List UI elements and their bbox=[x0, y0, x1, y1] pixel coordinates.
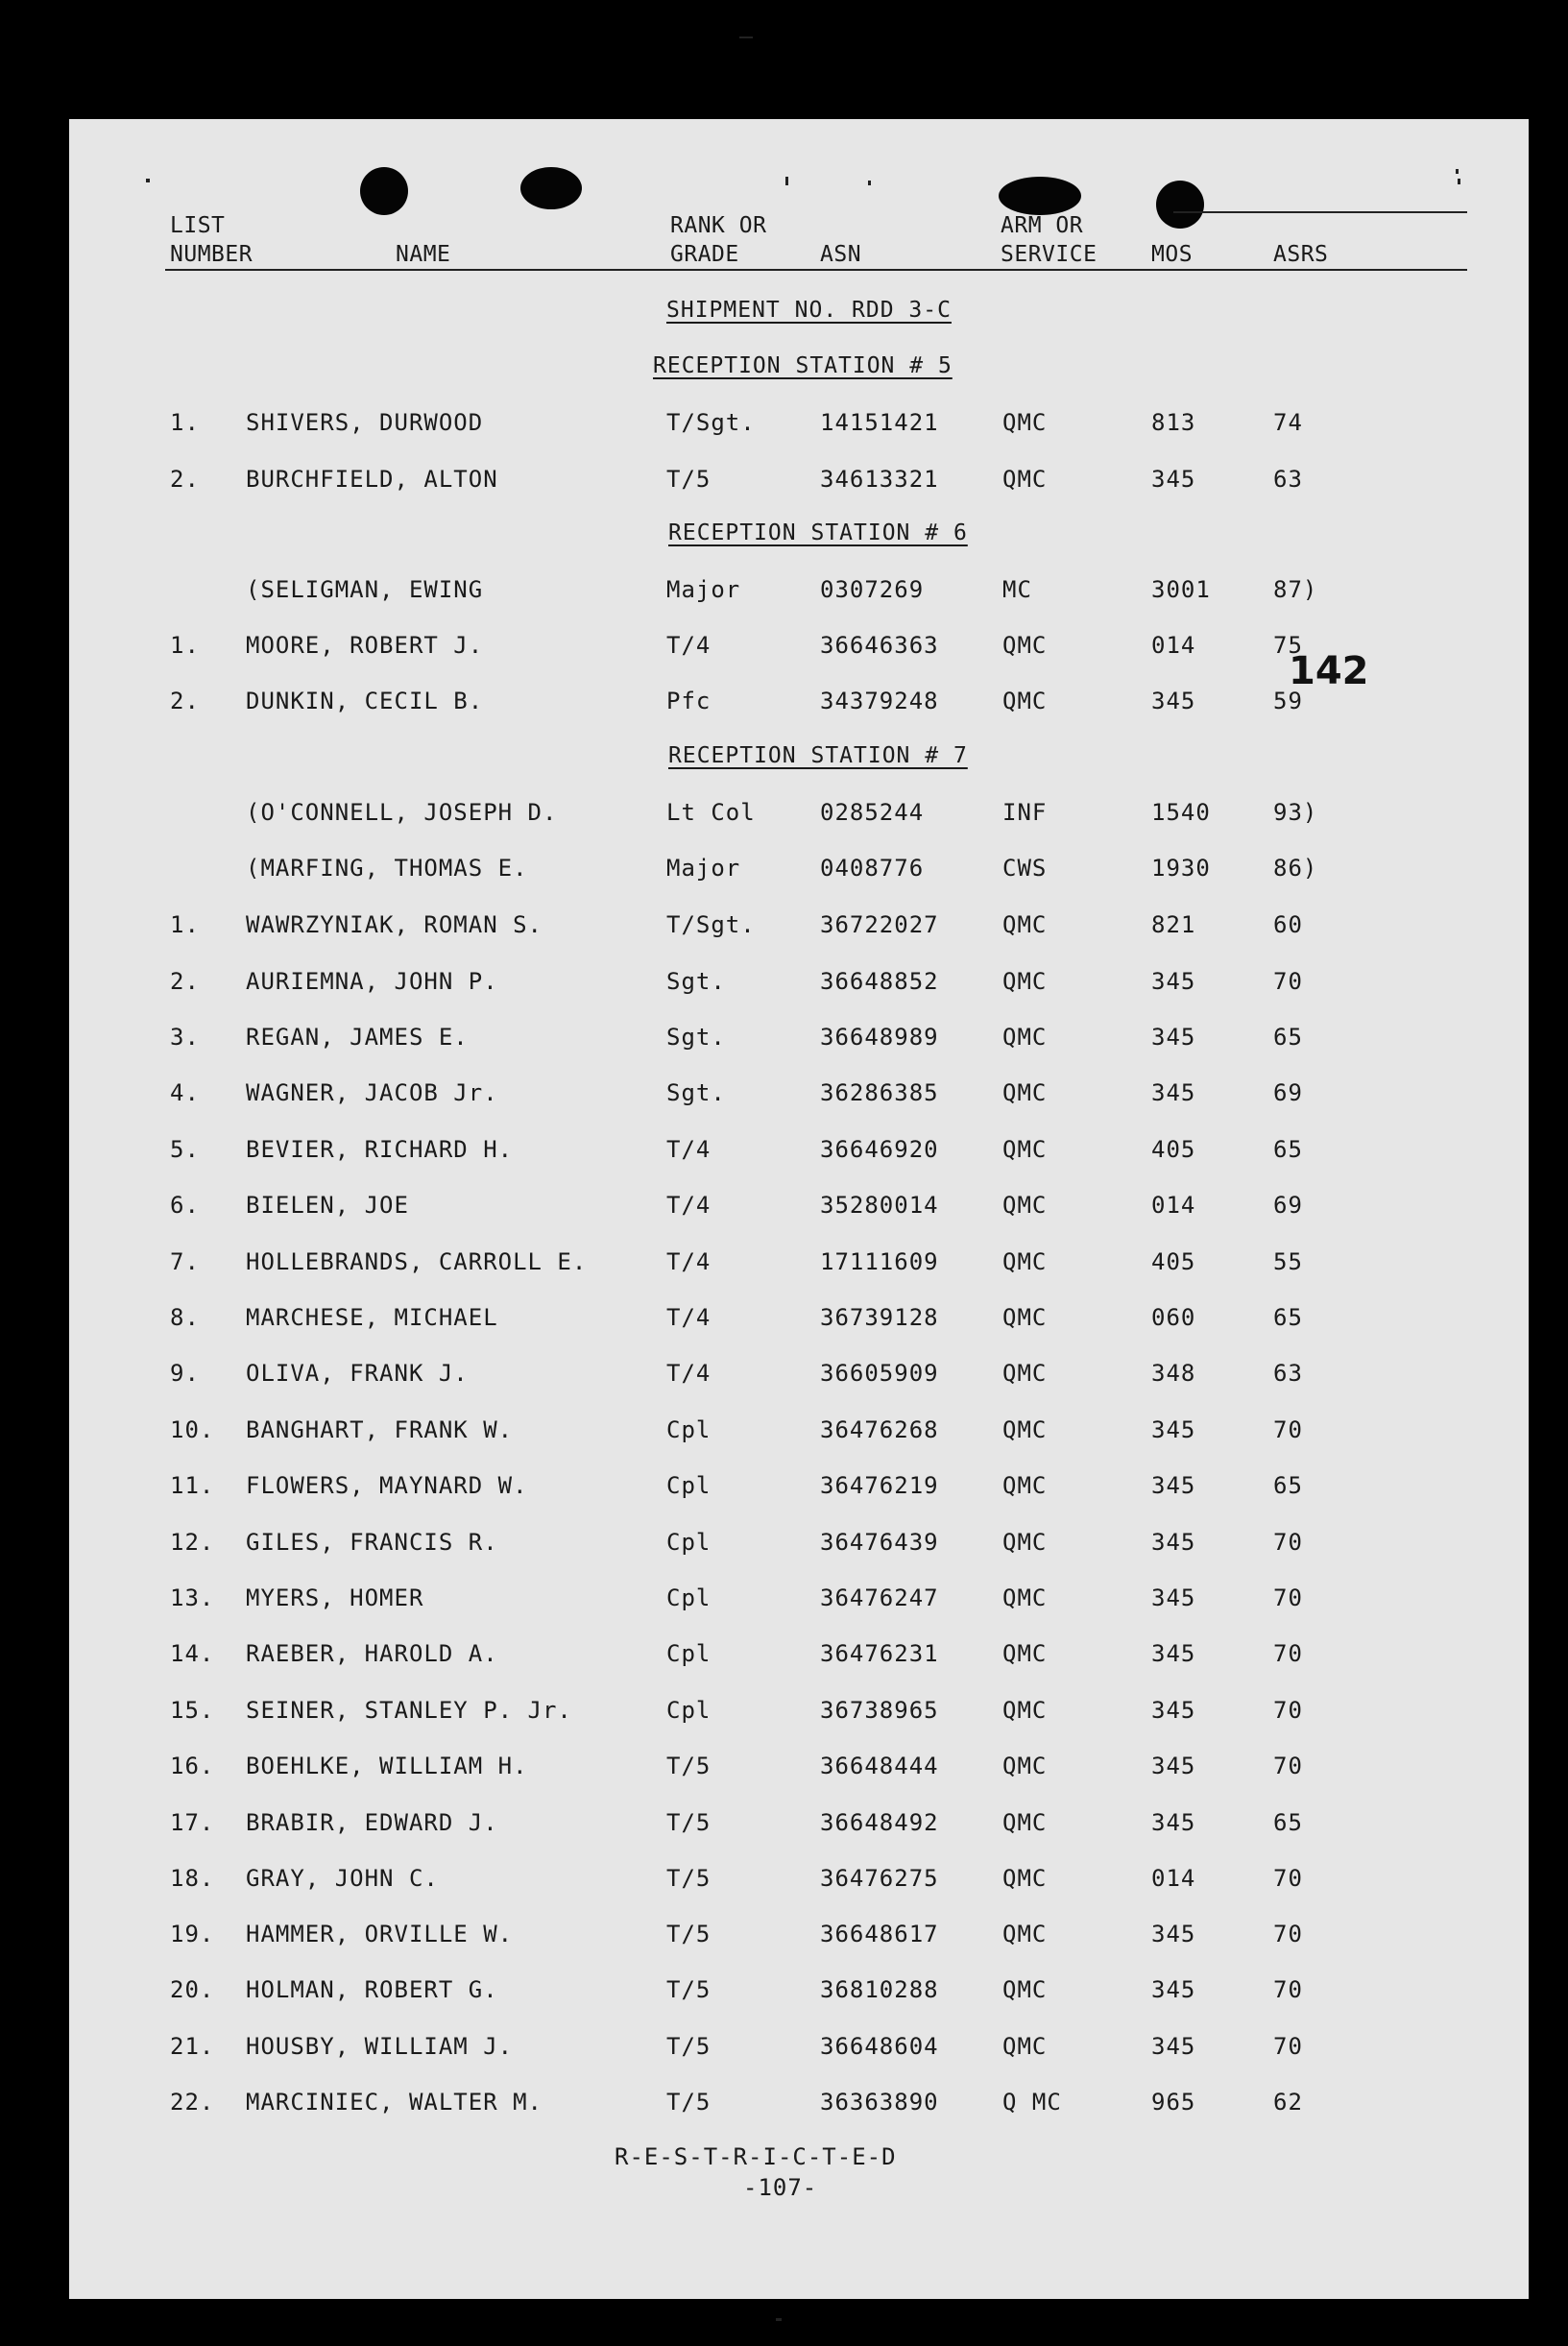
edge-mark bbox=[776, 2318, 782, 2321]
mos: 965 bbox=[1151, 2089, 1196, 2116]
asrs: 65 bbox=[1273, 1809, 1303, 1836]
person-name: BRABIR, EDWARD J. bbox=[246, 1809, 498, 1836]
asn: 36646363 bbox=[820, 632, 939, 659]
arm-service: QMC bbox=[1002, 1360, 1048, 1387]
asrs: 87) bbox=[1273, 576, 1318, 603]
rank: Pfc bbox=[666, 688, 712, 714]
mos: 3001 bbox=[1151, 576, 1211, 603]
rank: Sgt. bbox=[666, 1024, 726, 1051]
asrs: 70 bbox=[1273, 1529, 1303, 1556]
mos: 821 bbox=[1151, 911, 1196, 938]
arm-service: INF bbox=[1002, 799, 1048, 826]
asrs: 69 bbox=[1273, 1192, 1303, 1219]
arm-service: QMC bbox=[1002, 466, 1048, 493]
mos: 345 bbox=[1151, 1640, 1196, 1667]
asrs: 86) bbox=[1273, 855, 1318, 882]
asn: 36738965 bbox=[820, 1697, 939, 1724]
rank: T/4 bbox=[666, 1304, 712, 1331]
asn: 0285244 bbox=[820, 799, 925, 826]
arm-service: QMC bbox=[1002, 1472, 1048, 1499]
rank: T/4 bbox=[666, 1192, 712, 1219]
mos: 813 bbox=[1151, 409, 1196, 436]
asrs: 70 bbox=[1273, 1753, 1303, 1779]
asn: 36648604 bbox=[820, 2033, 939, 2060]
person-name: HAMMER, ORVILLE W. bbox=[246, 1921, 514, 1947]
rank: Cpl bbox=[666, 1584, 712, 1611]
mos: 345 bbox=[1151, 1079, 1196, 1106]
person-name: RAEBER, HAROLD A. bbox=[246, 1640, 498, 1667]
asn: 0307269 bbox=[820, 576, 925, 603]
list-number: 7. bbox=[170, 1248, 200, 1275]
arm-service: QMC bbox=[1002, 2033, 1048, 2060]
section-heading: RECEPTION STATION # 7 bbox=[668, 743, 968, 768]
mos: 345 bbox=[1151, 1976, 1196, 2003]
table-row bbox=[69, 1248, 1529, 1287]
mos: 405 bbox=[1151, 1248, 1196, 1275]
arm-service: QMC bbox=[1002, 688, 1048, 714]
arm-service: QMC bbox=[1002, 1304, 1048, 1331]
asn: 36476439 bbox=[820, 1529, 939, 1556]
arm-service: QMC bbox=[1002, 1529, 1048, 1556]
person-name: BANGHART, FRANK W. bbox=[246, 1416, 514, 1443]
rank: Sgt. bbox=[666, 968, 726, 995]
person-name: WAGNER, JACOB Jr. bbox=[246, 1079, 498, 1106]
rank: Lt Col bbox=[666, 799, 756, 826]
list-number: 15. bbox=[170, 1697, 215, 1724]
list-number: 3. bbox=[170, 1024, 200, 1051]
list-number: 14. bbox=[170, 1640, 215, 1667]
table-row bbox=[69, 1304, 1529, 1342]
list-number: 12. bbox=[170, 1529, 215, 1556]
table-row bbox=[69, 1584, 1529, 1623]
table-row bbox=[69, 1024, 1529, 1062]
table-row bbox=[69, 1529, 1529, 1567]
table-row bbox=[69, 409, 1529, 447]
rank: Cpl bbox=[666, 1529, 712, 1556]
asn: 36810288 bbox=[820, 1976, 939, 2003]
list-number: 18. bbox=[170, 1865, 215, 1892]
list-number: 13. bbox=[170, 1584, 215, 1611]
mos: 345 bbox=[1151, 1024, 1196, 1051]
person-name: BOEHLKE, WILLIAM H. bbox=[246, 1753, 528, 1779]
punch-hole bbox=[360, 167, 408, 215]
table-row bbox=[69, 2033, 1529, 2071]
table-row bbox=[69, 855, 1529, 893]
person-name: OLIVA, FRANK J. bbox=[246, 1360, 469, 1387]
arm-service: QMC bbox=[1002, 911, 1048, 938]
list-number: 19. bbox=[170, 1921, 215, 1947]
asrs: 70 bbox=[1273, 1697, 1303, 1724]
mos: 345 bbox=[1151, 1809, 1196, 1836]
mos: 345 bbox=[1151, 1584, 1196, 1611]
person-name: MOORE, ROBERT J. bbox=[246, 632, 484, 659]
person-name: MARCINIEC, WALTER M. bbox=[246, 2089, 543, 2116]
person-name: HOUSBY, WILLIAM J. bbox=[246, 2033, 514, 2060]
arm-service: QMC bbox=[1002, 1024, 1048, 1051]
mos: 014 bbox=[1151, 632, 1196, 659]
asrs: 75 bbox=[1273, 632, 1303, 659]
person-name: (MARFING, THOMAS E. bbox=[246, 855, 528, 882]
asn: 36648617 bbox=[820, 1921, 939, 1947]
header-arm-service: ARM OR SERVICE bbox=[1001, 213, 1098, 267]
table-row bbox=[69, 1136, 1529, 1174]
person-name: GILES, FRANCIS R. bbox=[246, 1529, 498, 1556]
mos: 345 bbox=[1151, 1921, 1196, 1947]
arm-service: QMC bbox=[1002, 1416, 1048, 1443]
header-rank-grade: RANK OR GRADE bbox=[670, 213, 767, 267]
section-heading: RECEPTION STATION # 6 bbox=[668, 520, 968, 545]
asn: 36648989 bbox=[820, 1024, 939, 1051]
rank: T/5 bbox=[666, 1865, 712, 1892]
list-number: 2. bbox=[170, 688, 200, 714]
edge-mark bbox=[739, 36, 753, 38]
header-top-rule bbox=[1173, 211, 1467, 213]
rank: T/5 bbox=[666, 1753, 712, 1779]
table-row bbox=[69, 1921, 1529, 1959]
rank: T/5 bbox=[666, 466, 712, 493]
person-name: BURCHFIELD, ALTON bbox=[246, 466, 498, 493]
list-number: 1. bbox=[170, 632, 200, 659]
mos: 345 bbox=[1151, 1753, 1196, 1779]
asrs: 62 bbox=[1273, 2089, 1303, 2116]
asn: 14151421 bbox=[820, 409, 939, 436]
asrs: 70 bbox=[1273, 1640, 1303, 1667]
asrs: 70 bbox=[1273, 968, 1303, 995]
list-number: 2. bbox=[170, 466, 200, 493]
asrs: 63 bbox=[1273, 466, 1303, 493]
asn: 36648444 bbox=[820, 1753, 939, 1779]
asn: 36476247 bbox=[820, 1584, 939, 1611]
rank: T/Sgt. bbox=[666, 911, 756, 938]
table-row bbox=[69, 2089, 1529, 2127]
mos: 345 bbox=[1151, 466, 1196, 493]
mos: 1930 bbox=[1151, 855, 1211, 882]
person-name: AURIEMNA, JOHN P. bbox=[246, 968, 498, 995]
asn: 36739128 bbox=[820, 1304, 939, 1331]
mos: 345 bbox=[1151, 1472, 1196, 1499]
arm-service: QMC bbox=[1002, 1865, 1048, 1892]
asn: 36722027 bbox=[820, 911, 939, 938]
arm-service: QMC bbox=[1002, 1192, 1048, 1219]
table-row bbox=[69, 1640, 1529, 1679]
rank: Sgt. bbox=[666, 1079, 726, 1106]
person-name: HOLMAN, ROBERT G. bbox=[246, 1976, 498, 2003]
rank: Cpl bbox=[666, 1416, 712, 1443]
rank: Cpl bbox=[666, 1472, 712, 1499]
asn: 34379248 bbox=[820, 688, 939, 714]
person-name: (SELIGMAN, EWING bbox=[246, 576, 484, 603]
table-row bbox=[69, 576, 1529, 615]
table-row bbox=[69, 1809, 1529, 1848]
asn: 36476275 bbox=[820, 1865, 939, 1892]
shipment-heading: SHIPMENT NO. RDD 3-C bbox=[666, 298, 952, 323]
list-number: 22. bbox=[170, 2089, 215, 2116]
punch-hole bbox=[520, 167, 582, 209]
arm-service: QMC bbox=[1002, 1809, 1048, 1836]
table-row bbox=[69, 1192, 1529, 1230]
person-name: MARCHESE, MICHAEL bbox=[246, 1304, 498, 1331]
rank: T/5 bbox=[666, 1976, 712, 2003]
arm-service: QMC bbox=[1002, 1248, 1048, 1275]
rank: Cpl bbox=[666, 1697, 712, 1724]
arm-service: MC bbox=[1002, 576, 1032, 603]
mos: 345 bbox=[1151, 2033, 1196, 2060]
arm-service: QMC bbox=[1002, 1640, 1048, 1667]
asn: 0408776 bbox=[820, 855, 925, 882]
rank: T/4 bbox=[666, 1360, 712, 1387]
person-name: WAWRZYNIAK, ROMAN S. bbox=[246, 911, 543, 938]
rank: Cpl bbox=[666, 1640, 712, 1667]
mos: 345 bbox=[1151, 1697, 1196, 1724]
mos: 014 bbox=[1151, 1865, 1196, 1892]
header-name: NAME bbox=[396, 242, 451, 267]
asrs: 74 bbox=[1273, 409, 1303, 436]
table-row bbox=[69, 1360, 1529, 1398]
rank: T/Sgt. bbox=[666, 409, 756, 436]
speck bbox=[1456, 169, 1459, 174]
arm-service: QMC bbox=[1002, 1079, 1048, 1106]
arm-service: QMC bbox=[1002, 1753, 1048, 1779]
arm-service: QMC bbox=[1002, 1697, 1048, 1724]
asn: 36648492 bbox=[820, 1809, 939, 1836]
rank: Major bbox=[666, 855, 741, 882]
header-asn: ASN bbox=[820, 242, 862, 267]
table-row bbox=[69, 799, 1529, 837]
person-name: DUNKIN, CECIL B. bbox=[246, 688, 484, 714]
table-row bbox=[69, 688, 1529, 726]
punch-hole bbox=[999, 177, 1081, 215]
rank: T/4 bbox=[666, 1248, 712, 1275]
rank: Major bbox=[666, 576, 741, 603]
speck bbox=[785, 177, 788, 185]
list-number: 4. bbox=[170, 1079, 200, 1106]
asn: 36648852 bbox=[820, 968, 939, 995]
page-stamp-number: 142 bbox=[1289, 649, 1369, 693]
asrs: 65 bbox=[1273, 1136, 1303, 1163]
document-page bbox=[69, 119, 1529, 2299]
list-number: 9. bbox=[170, 1360, 200, 1387]
asrs: 65 bbox=[1273, 1024, 1303, 1051]
asrs: 70 bbox=[1273, 1865, 1303, 1892]
classification-marking: R-E-S-T-R-I-C-T-E-D bbox=[615, 2143, 897, 2170]
person-name: GRAY, JOHN C. bbox=[246, 1865, 439, 1892]
page-number: -107- bbox=[743, 2174, 818, 2201]
rank: T/5 bbox=[666, 2089, 712, 2116]
asn: 36646920 bbox=[820, 1136, 939, 1163]
asn: 34613321 bbox=[820, 466, 939, 493]
mos: 405 bbox=[1151, 1136, 1196, 1163]
asn: 36605909 bbox=[820, 1360, 939, 1387]
table-row bbox=[69, 1865, 1529, 1903]
rank: T/5 bbox=[666, 2033, 712, 2060]
person-name: BIELEN, JOE bbox=[246, 1192, 409, 1219]
asrs: 70 bbox=[1273, 1921, 1303, 1947]
list-number: 16. bbox=[170, 1753, 215, 1779]
asn: 36476231 bbox=[820, 1640, 939, 1667]
asrs: 70 bbox=[1273, 1976, 1303, 2003]
list-number: 11. bbox=[170, 1472, 215, 1499]
arm-service: QMC bbox=[1002, 632, 1048, 659]
asn: 35280014 bbox=[820, 1192, 939, 1219]
asrs: 63 bbox=[1273, 1360, 1303, 1387]
mos: 014 bbox=[1151, 1192, 1196, 1219]
table-row bbox=[69, 968, 1529, 1006]
table-row bbox=[69, 1976, 1529, 2015]
header-asrs: ASRS bbox=[1273, 242, 1329, 267]
rank: T/5 bbox=[666, 1921, 712, 1947]
asn: 36476219 bbox=[820, 1472, 939, 1499]
list-number: 8. bbox=[170, 1304, 200, 1331]
table-row bbox=[69, 466, 1529, 504]
list-number: 6. bbox=[170, 1192, 200, 1219]
asrs: 60 bbox=[1273, 911, 1303, 938]
person-name: REGAN, JAMES E. bbox=[246, 1024, 469, 1051]
asn: 36476268 bbox=[820, 1416, 939, 1443]
mos: 060 bbox=[1151, 1304, 1196, 1331]
list-number: 10. bbox=[170, 1416, 215, 1443]
speck bbox=[1458, 179, 1460, 184]
table-row bbox=[69, 1697, 1529, 1735]
mos: 348 bbox=[1151, 1360, 1196, 1387]
table-row bbox=[69, 911, 1529, 950]
asrs: 69 bbox=[1273, 1079, 1303, 1106]
section-heading: RECEPTION STATION # 5 bbox=[653, 353, 953, 378]
speck bbox=[868, 181, 871, 185]
asrs: 65 bbox=[1273, 1472, 1303, 1499]
asn: 17111609 bbox=[820, 1248, 939, 1275]
person-name: BEVIER, RICHARD H. bbox=[246, 1136, 514, 1163]
rank: T/4 bbox=[666, 1136, 712, 1163]
arm-service: QMC bbox=[1002, 1136, 1048, 1163]
mos: 345 bbox=[1151, 1529, 1196, 1556]
arm-service: QMC bbox=[1002, 968, 1048, 995]
asrs: 93) bbox=[1273, 799, 1318, 826]
asn: 36363890 bbox=[820, 2089, 939, 2116]
rank: T/5 bbox=[666, 1809, 712, 1836]
punch-hole bbox=[1156, 181, 1204, 229]
person-name: SHIVERS, DURWOOD bbox=[246, 409, 484, 436]
list-number: 21. bbox=[170, 2033, 215, 2060]
rank: T/4 bbox=[666, 632, 712, 659]
person-name: FLOWERS, MAYNARD W. bbox=[246, 1472, 528, 1499]
asrs: 65 bbox=[1273, 1304, 1303, 1331]
header-bottom-rule bbox=[165, 269, 1467, 271]
table-row bbox=[69, 1079, 1529, 1118]
asrs: 59 bbox=[1273, 688, 1303, 714]
asrs: 70 bbox=[1273, 1584, 1303, 1611]
asrs: 70 bbox=[1273, 2033, 1303, 2060]
person-name: SEINER, STANLEY P. Jr. bbox=[246, 1697, 572, 1724]
list-number: 1. bbox=[170, 409, 200, 436]
person-name: (O'CONNELL, JOSEPH D. bbox=[246, 799, 558, 826]
table-row bbox=[69, 1416, 1529, 1455]
person-name: HOLLEBRANDS, CARROLL E. bbox=[246, 1248, 588, 1275]
speck bbox=[146, 179, 150, 182]
asrs: 55 bbox=[1273, 1248, 1303, 1275]
asn: 36286385 bbox=[820, 1079, 939, 1106]
list-number: 5. bbox=[170, 1136, 200, 1163]
arm-service: QMC bbox=[1002, 1976, 1048, 2003]
arm-service: CWS bbox=[1002, 855, 1048, 882]
header-mos: MOS bbox=[1151, 242, 1194, 267]
list-number: 20. bbox=[170, 1976, 215, 2003]
list-number: 2. bbox=[170, 968, 200, 995]
mos: 1540 bbox=[1151, 799, 1211, 826]
mos: 345 bbox=[1151, 968, 1196, 995]
arm-service: Q MC bbox=[1002, 2089, 1062, 2116]
list-number: 1. bbox=[170, 911, 200, 938]
arm-service: QMC bbox=[1002, 1584, 1048, 1611]
list-number: 17. bbox=[170, 1809, 215, 1836]
header-list-number: LIST NUMBER bbox=[170, 213, 253, 267]
table-row bbox=[69, 1472, 1529, 1511]
mos: 345 bbox=[1151, 688, 1196, 714]
table-row bbox=[69, 1753, 1529, 1791]
arm-service: QMC bbox=[1002, 1921, 1048, 1947]
person-name: MYERS, HOMER bbox=[246, 1584, 424, 1611]
mos: 345 bbox=[1151, 1416, 1196, 1443]
asrs: 70 bbox=[1273, 1416, 1303, 1443]
arm-service: QMC bbox=[1002, 409, 1048, 436]
